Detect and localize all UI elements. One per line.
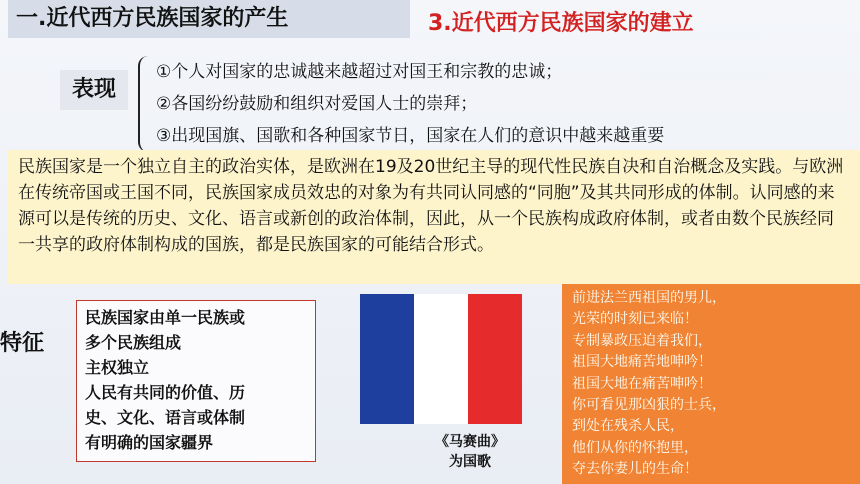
french-flag-image	[360, 294, 522, 424]
feature-line: 史、文化、语言或体制	[85, 408, 246, 427]
lyric-line: 前进法兰西祖国的男儿，	[572, 290, 726, 306]
lyric-line: 夺去你妻儿的生命！	[572, 461, 698, 478]
brace-divider	[138, 56, 154, 152]
features-box	[76, 300, 316, 462]
feature-line: 人民有共同的价值、历	[85, 383, 246, 402]
manifestation-point: ③出现国旗、国歌和各种国家节日，国家在人们的意识中越来越重要	[156, 126, 665, 146]
manifestation-point: ①个人对国家的忠诚越来越超过对国王和宗教的忠诚；	[156, 62, 563, 82]
lyric-line: 光荣的时刻已来临！	[572, 311, 698, 328]
caption-line: 《马赛曲》	[435, 434, 505, 450]
feature-line: 民族国家由单一民族或	[85, 308, 246, 327]
caption-line: 为国歌	[449, 454, 491, 470]
flag-red-stripe	[468, 294, 522, 424]
lyric-line: 祖国大地在痛苦呻吟！	[572, 375, 712, 392]
sub-title: 3.近代西方民族国家的建立	[428, 11, 694, 36]
manifestation-points	[156, 56, 664, 152]
lyric-line: 专制暴政压迫着我们，	[572, 332, 712, 349]
anthem-lyrics	[562, 284, 860, 484]
lyric-line: 祖国大地痛苦地呻吟！	[572, 354, 712, 371]
feature-line: 有明确的国家疆界	[85, 433, 214, 452]
flag-white-stripe	[414, 294, 468, 424]
manifestation-label: 表现	[60, 70, 128, 110]
manifestation-point: ②各国纷纷鼓励和组织对爱国人士的崇拜；	[156, 94, 478, 114]
features-label: 特征	[0, 331, 45, 356]
lyric-line: 到处在残杀人民，	[572, 418, 684, 435]
section-title: 一.近代西方民族国家的产生	[8, 0, 410, 38]
flag-blue-stripe	[360, 294, 414, 424]
flag-caption	[420, 432, 520, 472]
feature-line: 多个民族组成	[85, 333, 182, 352]
definition-note: 民族国家是一个独立自主的政治实体，是欧洲在19及20世纪主导的现代性民族自决和自治概念及实践。与欧洲在传统帝国或王国不同，民族国家成员效忠的对象为有共同认同感的“同胞”及其共同形成的体制。认同感的来源可以是传统的历史、文化、语言或新创的政治体制，因此，从一个民族构成政府体制，或者由数个民族经同一共享的政府体制构成的国族，都是民族国家的可能结合形式。	[8, 150, 860, 284]
lyric-line: 你可看见那凶狠的士兵，	[572, 397, 726, 414]
lyric-line: 他们从你的怀抱里，	[572, 439, 698, 456]
feature-line: 主权独立	[85, 358, 150, 377]
